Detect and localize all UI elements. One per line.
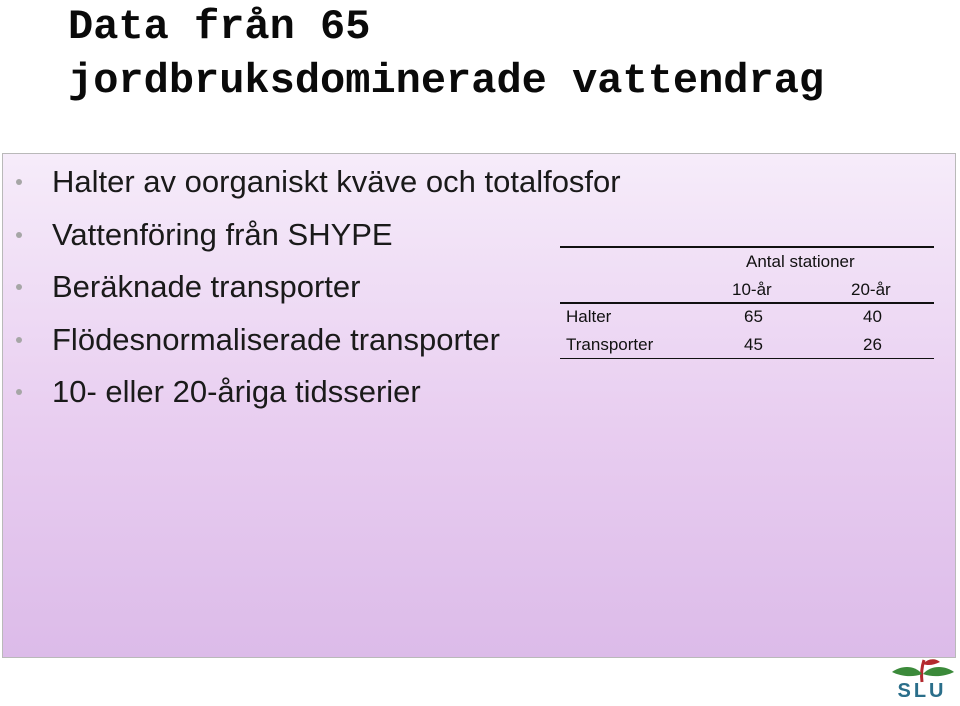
content-panel — [2, 153, 956, 658]
table-top-rule — [560, 246, 934, 248]
table-bottom-rule — [560, 358, 934, 359]
table-cell: 40 — [863, 307, 882, 326]
table-col-header-10: 10-år — [732, 280, 772, 299]
table-col-header-20: 20-år — [851, 280, 891, 299]
table-header-rule — [560, 302, 934, 304]
table-row-label: Halter — [566, 307, 612, 326]
table-cell: 65 — [744, 307, 763, 326]
bullet-text: 10- eller 20-åriga tidsserier — [52, 374, 421, 409]
bullet-dot-icon — [16, 232, 22, 238]
table-row-label: Transporter — [566, 335, 654, 354]
bullet-dot-icon — [16, 179, 22, 185]
table-cell: 45 — [744, 335, 763, 354]
slide-title-line-2: jordbruksdominerade vattendrag — [68, 57, 825, 105]
bullet-text: Halter av oorganiskt kväve och totalfosfor — [52, 164, 621, 199]
table-cell: 26 — [863, 335, 882, 354]
bullet-text: Vattenföring från SHYPE — [52, 217, 393, 252]
slu-logo-text: SLU — [897, 680, 947, 702]
bullet-text: Beräknade transporter — [52, 269, 361, 304]
bullet-dot-icon — [16, 337, 22, 343]
slide-title-line-1: Data från 65 — [68, 3, 371, 51]
bullet-dot-icon — [16, 389, 22, 395]
slide-title — [68, 0, 948, 108]
bullet-dot-icon — [16, 284, 22, 290]
slu-logo — [888, 656, 956, 704]
table-group-header: Antal stationer — [746, 252, 855, 271]
bullet-text: Flödesnormaliserade transporter — [52, 322, 500, 357]
